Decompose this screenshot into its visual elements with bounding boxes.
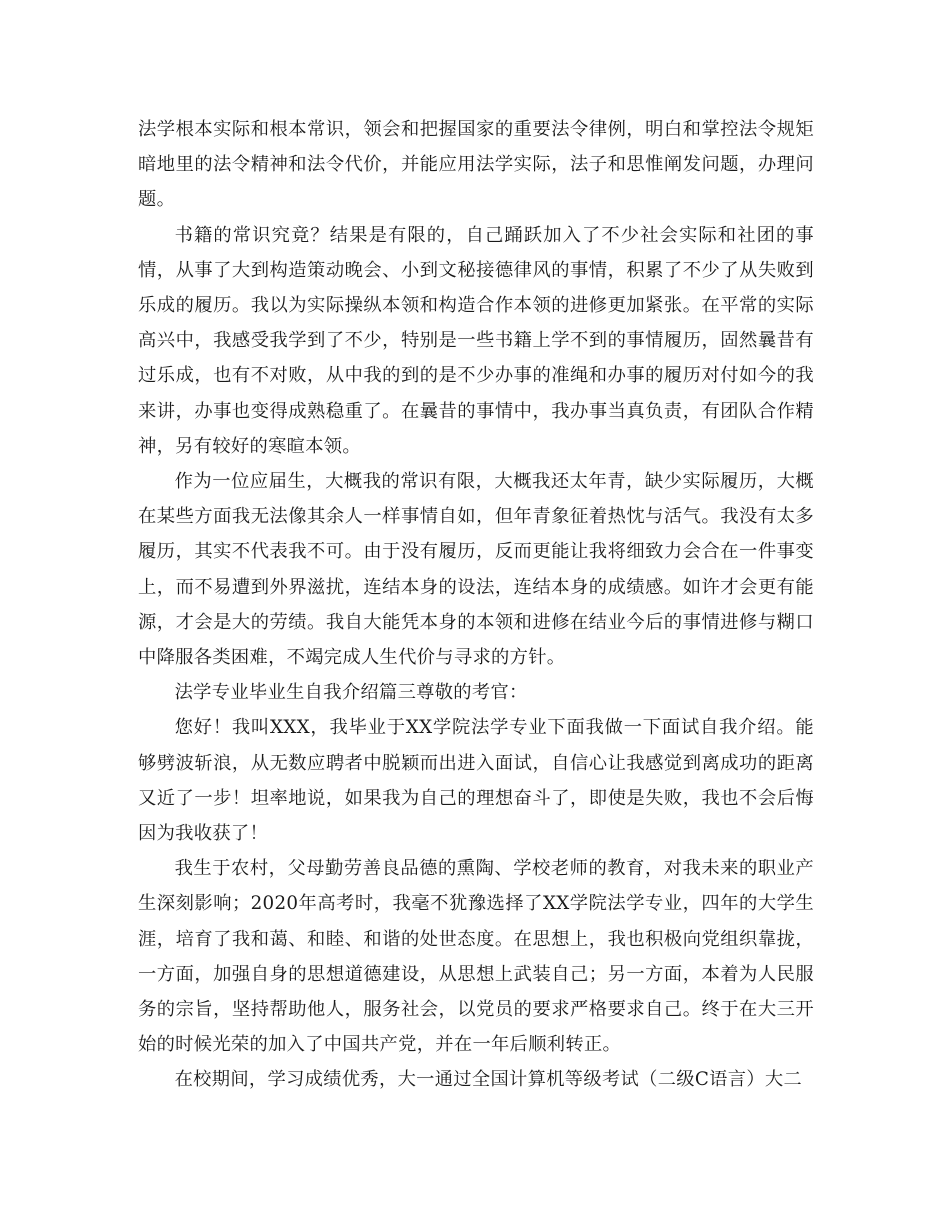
paragraph-school: 在校期间，学习成绩优秀，大一通过全国计算机等级考试（二级C语言）大二 [174,1069,803,1091]
paragraph-greeting: 您好！我叫XXX，我毕业于XX学院法学专业下面我做一下面试自我介绍。能够劈波斩浪，从无数应聘者中脱颖而出进入面试，自信心让我感觉到离成功的距离又近了一步！坦率地说，如果我为自己的理想奋斗了，即使是失败，我也不会后悔因为我收获了！ [138,717,814,845]
paragraph-background: 我生于农村，父母勤劳善良品德的熏陶、学校老师的教育，对我未来的职业产生深刻影响；2020年高考时，我毫不犹豫选择了XX学院法学专业，四年的大学生涯，培育了我和蔼、和睦、和谐的处世态度。在思想上，我也积极向党组织靠拢，一方面，加强自身的思想道德建设，从思想上武装自己；另一方面，本着为人民服务的宗旨，坚持帮助他人，服务社会，以党员的要求严格要求自己。终于在大三开始的时候光荣的加入了中国共产党，并在一年后顺利转正。 [138,858,814,1056]
paragraph-1: 法学根本实际和根本常识，领会和把握国家的重要法令律例，明白和掌控法令规矩暗地里的法令精神和法令代价，并能应用法学实际，法子和思惟阐发问题，办理问题。 [138,119,814,211]
paragraph-2: 书籍的常识究竟？结果是有限的，自己踊跃加入了不少社会实际和社团的事情，从事了大到构造策动晚会、小到文秘接德律风的事情，积累了不少了从失败到乐成的履历。我以为实际操纵本领和构造合作本领的进修更加紧张。在平常的实际高兴中，我感受我学到了不少，特别是一些书籍上学不到的事情履历，固然曩昔有过乐成，也有不对败，从中我的到的是不少办事的准绳和办事的履历对付如今的我来讲，办事也变得成熟稳重了。在曩昔的事情中，我办事当真负责，有团队合作精神，另有较好的寒暄本领。 [138,224,814,457]
paragraph-3: 作为一位应届生，大概我的常识有限，大概我还太年青，缺少实际履历，大概在某些方面我无法像其余人一样事情自如，但年青象征着热忱与活气。我没有太多履历，其实不代表我不可。由于没有履历，反而更能让我将细致力会合在一件事变上，而不易遭到外界滋扰，连结本身的设法，连结本身的成绩感。如许才会更有能源，才会是大的劳绩。我自大能凭本身的本领和进修在结业今后的事情进修与糊口中降服各类困难，不竭完成人生代价与寻求的方针。 [138,471,814,669]
document-body [138,112,814,1098]
section-heading: 法学专业毕业生自我介绍篇三尊敬的考官： [174,682,528,704]
